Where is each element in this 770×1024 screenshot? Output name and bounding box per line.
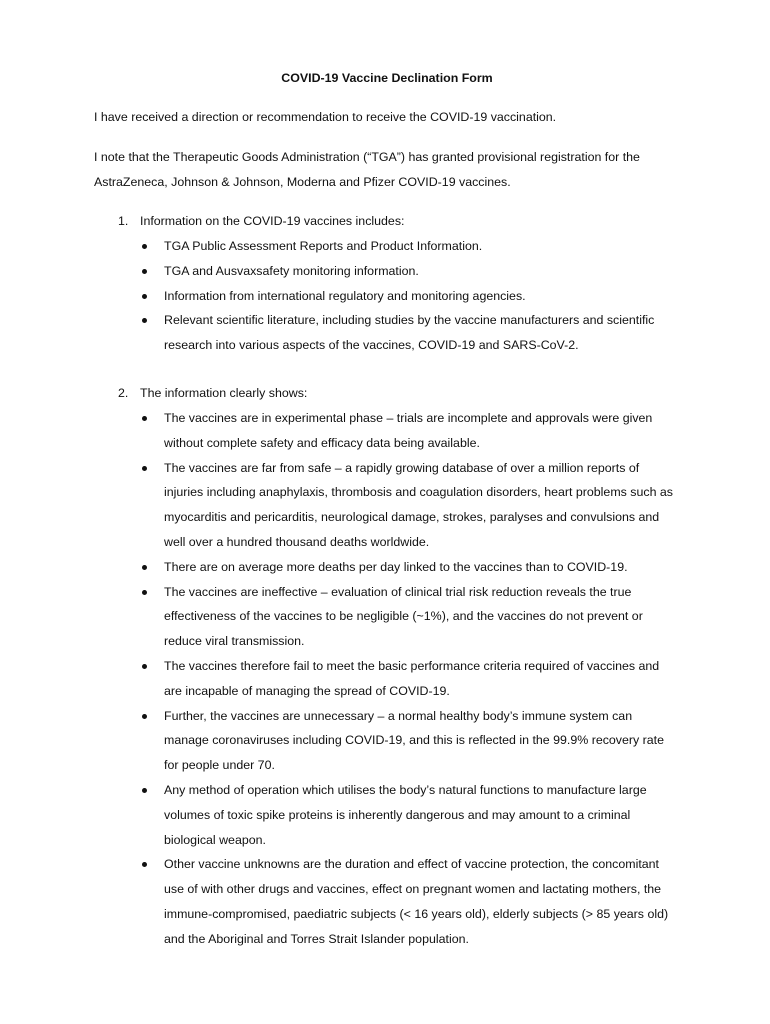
bullet-icon — [140, 852, 164, 951]
section-number: 2. — [118, 385, 129, 400]
list-item — [140, 234, 680, 259]
bullet-icon — [140, 406, 164, 456]
list-item-text: The vaccines are ineffective – evaluation of clinical trial risk reduction reveals the true effectiveness of the vaccines to be negligible (~1%), and the vaccines do not prevent or reduce viral transmission. — [164, 584, 643, 649]
list-item-text: Other vaccine unknowns are the duration and effect of vaccine protection, the concomitant use of with other drugs and vaccines, effect on pregnant women and lactating mothers, the immune-compromised, paediatric subjects (< 16 years old), elderly subjects (> 85 years old) and the Aboriginal and Torres Strait Islander population. — [164, 857, 669, 946]
list-item — [140, 580, 680, 654]
list-item — [140, 704, 680, 778]
list-item — [140, 778, 680, 852]
list-item — [140, 259, 680, 284]
list-item-text: The vaccines are in experimental phase – trials are incomplete and approvals were given without complete safety and efficacy data being available. — [164, 410, 653, 450]
section-1 — [94, 209, 680, 358]
bullet-icon — [140, 456, 164, 555]
list-item — [140, 555, 680, 580]
tga-note-paragraph: I note that the Therapeutic Goods Administration (“TGA”) has granted provisional registration for the AstraZeneca, Johnson & Johnson, Moderna and Pfizer COVID-19 vaccines. — [94, 150, 640, 189]
section-heading-text: The information clearly shows: — [140, 385, 308, 400]
page-title: COVID-19 Vaccine Declination Form — [281, 71, 493, 85]
list-item-text: Any method of operation which utilises the body’s natural functions to manufacture large volumes of toxic spike proteins is inherently dangerous and may amount to a criminal biological weapon. — [164, 782, 647, 847]
section-heading-text: Information on the COVID-19 vaccines includes: — [140, 214, 405, 228]
bullet-icon — [140, 555, 164, 580]
section-heading — [94, 381, 680, 406]
list-item — [140, 284, 680, 309]
bullet-icon — [140, 259, 164, 284]
list-item-text: TGA Public Assessment Reports and Product Information. — [164, 239, 483, 253]
list-item-text: Further, the vaccines are unnecessary – a normal healthy body’s immune system can manage coronaviruses including COVID-19, and this is reflected in the 99.9% recovery rate for people under 70. — [164, 708, 665, 773]
list-item-text: Information from international regulatory and monitoring agencies. — [164, 288, 526, 303]
list-item — [140, 406, 680, 456]
numbered-sections — [94, 209, 680, 952]
bullet-list — [94, 234, 680, 358]
bullet-icon — [140, 654, 164, 704]
section-2 — [94, 381, 680, 952]
section-number: 1. — [118, 214, 129, 228]
section-heading — [94, 209, 680, 234]
bullet-icon — [140, 778, 164, 852]
list-item-text: The vaccines therefore fail to meet the basic performance criteria required of vaccines and are incapable of managing the spread of COVID-19. — [164, 658, 660, 698]
bullet-icon — [140, 580, 164, 654]
list-item — [140, 308, 680, 358]
intro-paragraph: I have received a direction or recommendation to receive the COVID-19 vaccination. — [94, 110, 557, 124]
bullet-icon — [140, 284, 164, 309]
bullet-list — [94, 406, 680, 952]
list-item-text: TGA and Ausvaxsafety monitoring information. — [164, 263, 419, 278]
list-item-text: Relevant scientific literature, including studies by the vaccine manufacturers and scientific research into various aspects of the vaccines, COVID-19 and SARS-CoV-2. — [164, 313, 655, 353]
list-item — [140, 654, 680, 704]
list-item — [140, 456, 680, 555]
list-item-text: There are on average more deaths per day linked to the vaccines than to COVID-19. — [164, 559, 628, 574]
bullet-icon — [140, 308, 164, 358]
list-item-text: The vaccines are far from safe – a rapidly growing database of over a million reports of injuries including anaphylaxis, thrombosis and coagulation disorders, heart problems such as myocarditis and pericarditis, neurological damage, strokes, paralyses and convulsions and well over a hundred thousand deaths worldwide. — [164, 460, 673, 549]
bullet-icon — [140, 704, 164, 778]
list-item — [140, 852, 680, 951]
bullet-icon — [140, 234, 164, 259]
